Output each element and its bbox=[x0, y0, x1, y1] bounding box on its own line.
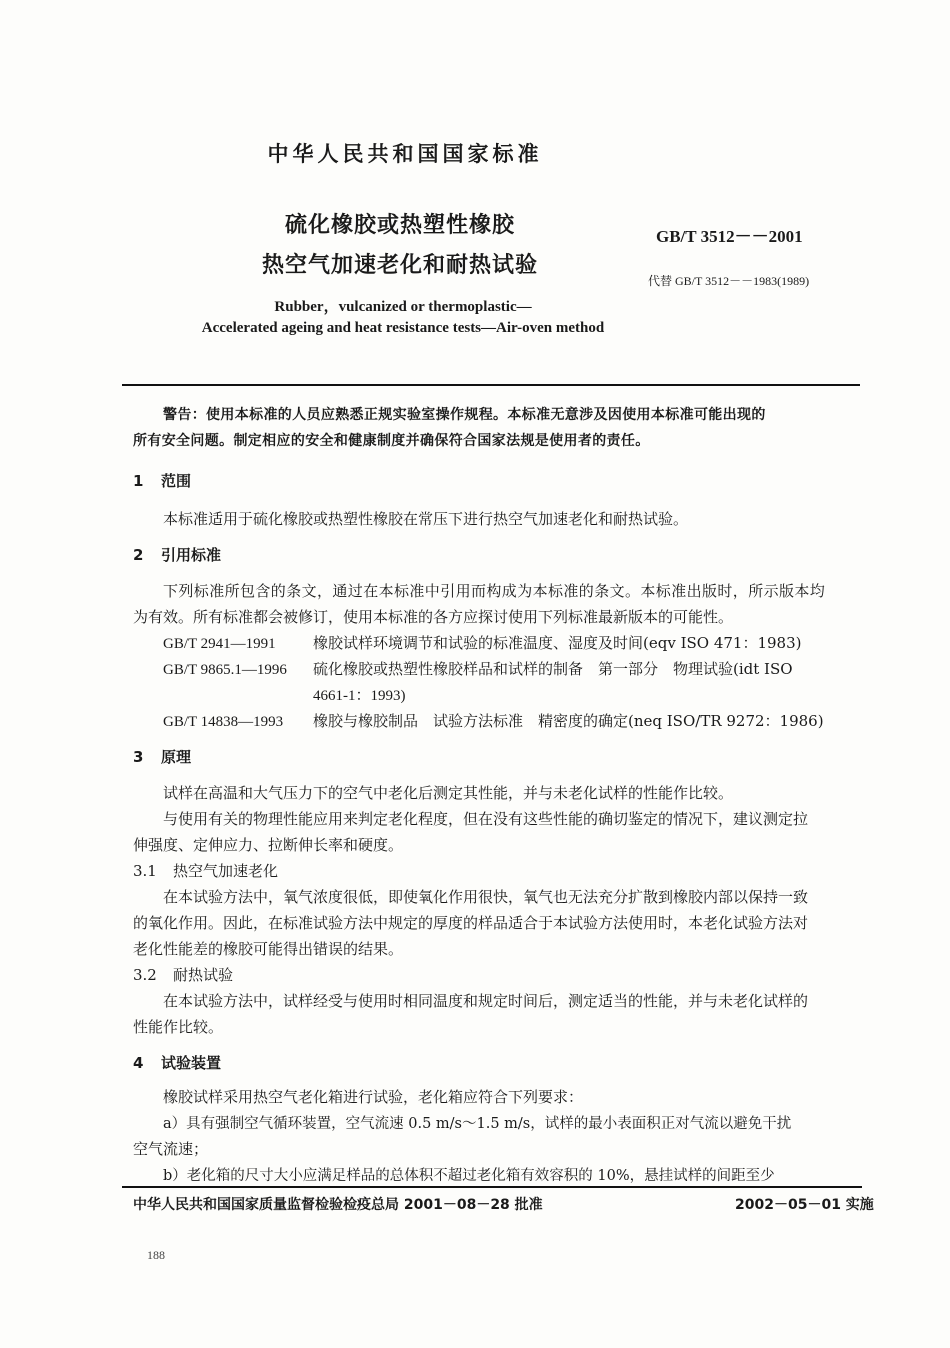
footer-divider bbox=[122, 1186, 862, 1188]
section-2-number: 2 bbox=[133, 546, 144, 564]
reference-code: GB/T 9865.1—1996 bbox=[163, 662, 287, 678]
reference-title: 橡胶试样环境调节和试验的标准温度、湿度及时间(eqv ISO 471：1983) bbox=[313, 634, 802, 652]
reference-item bbox=[163, 632, 802, 653]
title-cn-line2: 热空气加速老化和耐热试验 bbox=[261, 253, 538, 278]
section-3-1-line1: 在本试验方法中，氧气浓度很低，即使氧化作用很快，氧气也无法充分扩散到橡胶内部以保持一致 bbox=[163, 888, 809, 906]
title-en-line1: Rubber，vulcanized or thermoplastic— bbox=[274, 299, 532, 315]
section-1-number: 1 bbox=[133, 472, 144, 490]
section-1-title: 范围 bbox=[161, 472, 192, 490]
reference-code: GB/T 14838—1993 bbox=[163, 714, 284, 730]
section-3-number: 3 bbox=[133, 748, 144, 766]
section-3-2-number: 3.2 bbox=[133, 966, 157, 984]
section-3-1-line2: 的氧化作用。因此，在标准试验方法中规定的厚度的样品适合于本试验方法使用时，本老化试验方法对 bbox=[133, 914, 809, 932]
reference-item bbox=[163, 710, 824, 731]
section-4-intro: 橡胶试样采用热空气老化箱进行试验，老化箱应符合下列要求： bbox=[163, 1088, 584, 1106]
section-2-intro-line2: 为有效。所有标准都会被修订，使用本标准的各方应探讨使用下列标准最新版本的可能性。 bbox=[133, 608, 734, 626]
standard-number: GB/T 3512－－2001 bbox=[656, 227, 803, 246]
section-3-2-line1: 在本试验方法中，试样经受与使用时相同温度和规定时间后，测定适当的性能，并与未老化试样的 bbox=[163, 992, 809, 1010]
section-3-2-title: 耐热试验 bbox=[173, 966, 234, 984]
section-3-2-heading bbox=[133, 964, 233, 985]
section-4-item-a-line2: 空气流速； bbox=[133, 1140, 209, 1158]
section-3-title: 原理 bbox=[161, 748, 192, 766]
section-3-1-heading bbox=[133, 860, 278, 881]
section-4-number: 4 bbox=[133, 1054, 144, 1072]
reference-title-continuation: 4661-1：1993) bbox=[313, 688, 406, 704]
section-3-1-number: 3.1 bbox=[133, 862, 157, 880]
section-3-p2-line2: 伸强度、定伸应力、拉断伸长率和硬度。 bbox=[133, 836, 404, 854]
title-cn-line1: 硫化橡胶或热塑性橡胶 bbox=[284, 213, 515, 238]
reference-title: 硫化橡胶或热塑性橡胶样品和试样的制备 第一部分 物理试验(idt ISO bbox=[313, 660, 793, 678]
section-2-title: 引用标准 bbox=[161, 546, 222, 564]
national-standard-title: 中华人民共和国国家标准 bbox=[267, 142, 543, 166]
section-1-heading bbox=[133, 470, 191, 491]
section-2-intro-line1: 下列标准所包含的条文，通过在本标准中引用而构成为本标准的条文。本标准出版时，所示版本均 bbox=[163, 582, 826, 600]
header-divider bbox=[122, 384, 860, 386]
section-1-text: 本标准适用于硫化橡胶或热塑性橡胶在常压下进行热空气加速老化和耐热试验。 bbox=[163, 510, 689, 528]
section-4-item-a-line1: a）具有强制空气循环装置，空气流速 0.5 m/s～1.5 m/s，试样的最小表面积正对气流以避免干扰 bbox=[163, 1116, 792, 1132]
reference-title: 橡胶与橡胶制品 试验方法标准 精密度的确定(neq ISO/TR 9272：1986) bbox=[313, 712, 824, 730]
title-en-line2: Accelerated ageing and heat resistance tests—Air-oven method bbox=[201, 320, 605, 336]
page-number: 188 bbox=[147, 1248, 165, 1262]
section-3-p2-line1: 与使用有关的物理性能应用来判定老化程度，但在没有这些性能的确切鉴定的情况下，建议测定拉 bbox=[163, 810, 809, 828]
section-3-1-line3: 老化性能差的橡胶可能得出错误的结果。 bbox=[133, 940, 404, 958]
section-4-title: 试验装置 bbox=[161, 1054, 222, 1072]
section-3-p1: 试样在高温和大气压力下的空气中老化后测定其性能，并与未老化试样的性能作比较。 bbox=[163, 784, 734, 802]
section-4-item-b-line1: b）老化箱的尺寸大小应满足样品的总体积不超过老化箱有效容积的 10%，悬挂试样的间距至少 bbox=[163, 1168, 775, 1184]
implementation-date: 2002－05－01 实施 bbox=[735, 1197, 874, 1213]
approval-line: 中华人民共和国国家质量监督检验检疫总局 2001－08－28 批准 bbox=[133, 1197, 543, 1213]
warning-line1: 警告：使用本标准的人员应熟悉正规实验室操作规程。本标准无意涉及因使用本标准可能出现的 bbox=[163, 407, 766, 423]
section-3-1-title: 热空气加速老化 bbox=[173, 862, 279, 880]
reference-code: GB/T 2941—1991 bbox=[163, 636, 276, 652]
section-3-2-line2: 性能作比较。 bbox=[133, 1018, 224, 1036]
section-4-heading bbox=[133, 1052, 221, 1073]
section-3-heading bbox=[133, 746, 191, 767]
reference-item bbox=[163, 658, 793, 679]
section-2-heading bbox=[133, 544, 221, 565]
replaces-standard: 代替 GB/T 3512－－1983(1989) bbox=[648, 274, 810, 288]
warning-line2: 所有安全问题。制定相应的安全和健康制度并确保符合国家法规是使用者的责任。 bbox=[133, 433, 650, 449]
